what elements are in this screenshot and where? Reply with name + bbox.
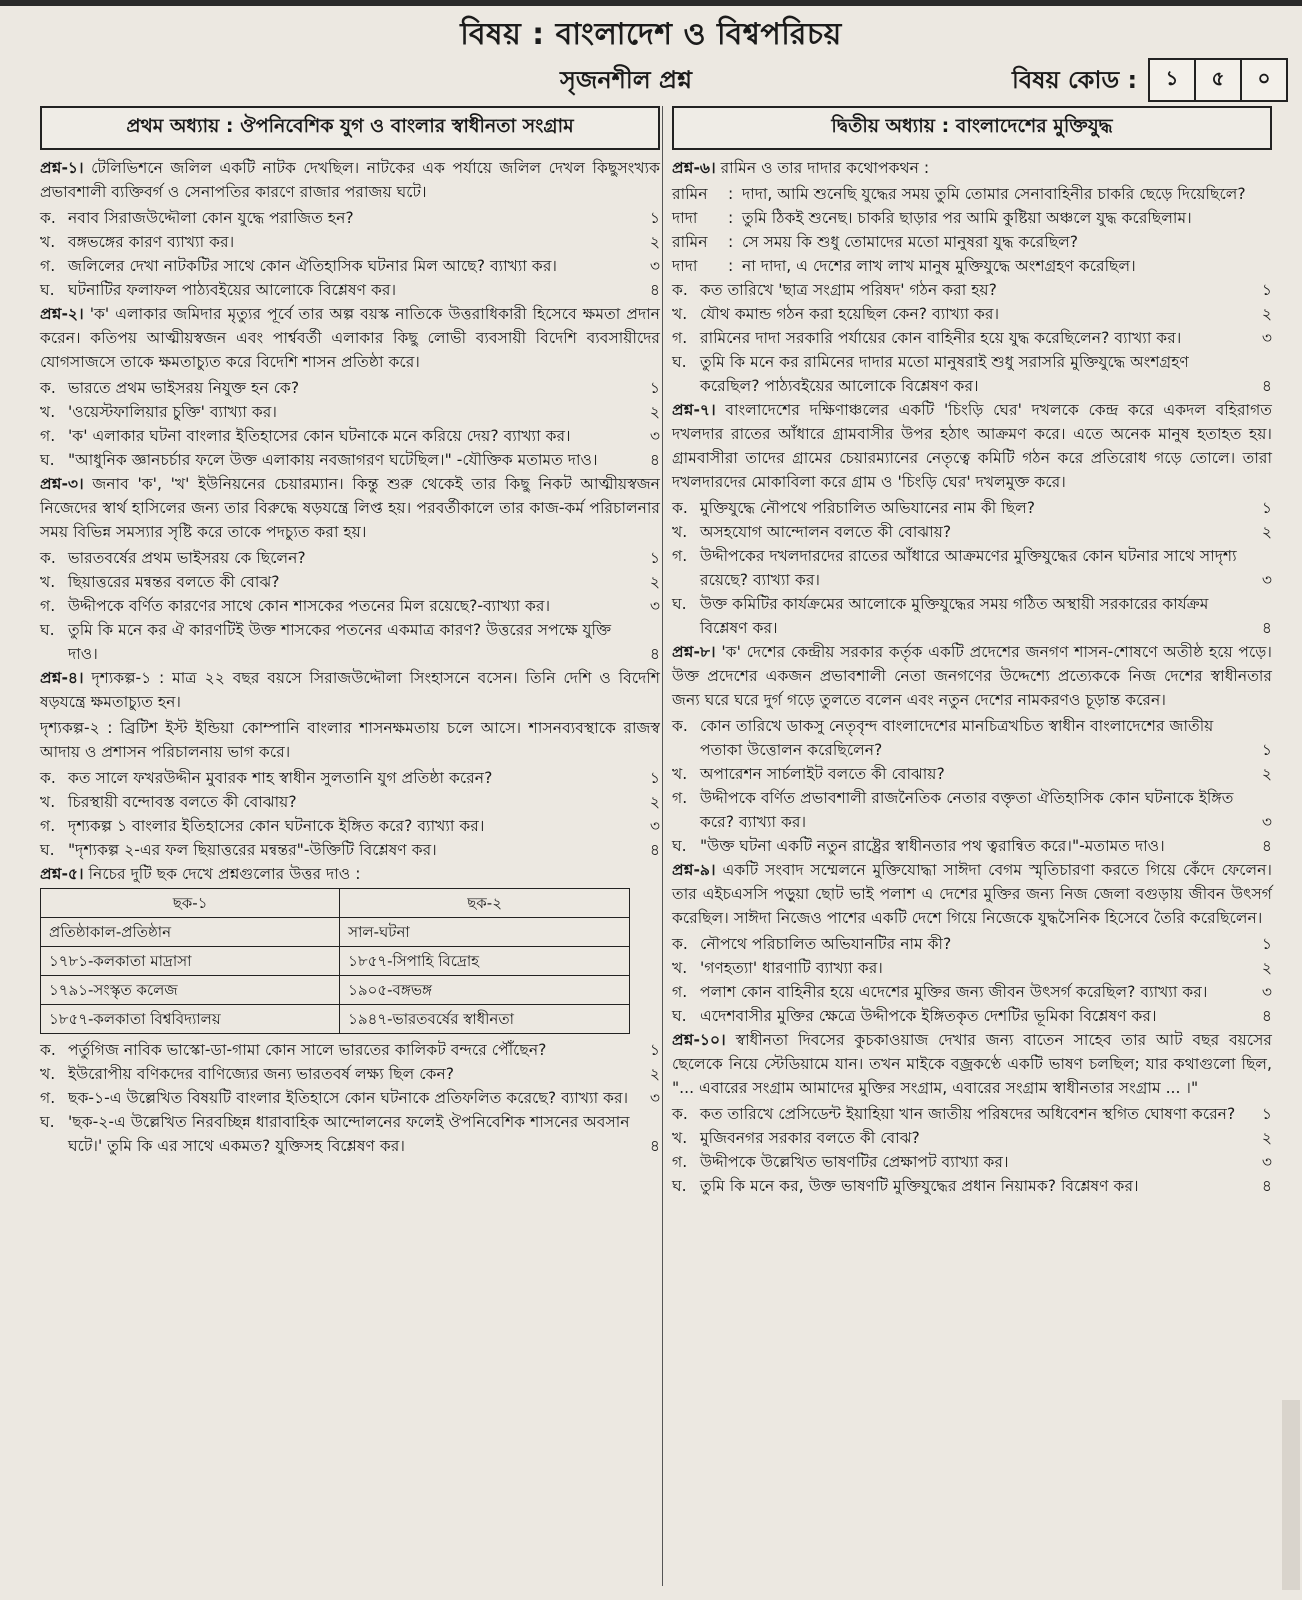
mark: ৩	[1261, 1153, 1272, 1171]
question-stem: একটি সংবাদ সম্মেলনে মুক্তিযোদ্ধা সাঈদা বেগম স্মৃতিচারণা করতে গিয়ে কেঁদে ফেলেন। তার এইচএসসি পড়ুয়া ছোট ভাই পলাশ এ দেশের মুক্তির জন্য নিজ জেলা বগুড়ায় জীবন উৎসর্গ করেছিল। সাঈদা নিজেও পাশের একটি দেশে গিয়ে নিজেকে যুদ্ধসৈনিক হিসেবে তৈরি করেছিলেন।	[672, 861, 1272, 927]
sub-question: ঘ. "দৃশ্যকল্প ২-এর ফল ছিয়াত্তরের মন্বন্তর"-উক্তিটি বিশ্লেষণ কর। ৪	[40, 838, 660, 862]
question-number: প্রশ্ন-১০।	[672, 1031, 726, 1049]
question-stem: জনাব 'ক', 'খ' ইউনিয়নের চেয়ারম্যান। কিন্তু শুরু থেকেই তার কিছু নিকট আত্মীয়স্বজন নিজেদের স্বার্থ হাসিলের জন্য তার বিরুদ্ধে ষড়যন্ত্রে লিপ্ত হয়। পরবর্তীকালে তার কাজ-কর্ম পরিচালনার সময় বিভিন্ন সমস্যার সৃষ্টি করে তাকে পদচ্যুত করা হয়।	[40, 475, 660, 541]
sub-question: ক. ভারতবর্ষের প্রথম ভাইসরয় কে ছিলেন? ১	[40, 546, 660, 570]
page-subtitle: সৃজনশীল প্রশ্ন	[560, 66, 692, 94]
dialogue-line: দাদা : তুমি ঠিকই শুনেছ। চাকরি ছাড়ার পর আমি কুষ্টিয়া অঞ্চলে যুদ্ধ করেছিলাম।	[672, 209, 1192, 227]
sub-question: গ. রামিনের দাদা সরকারি পর্যায়ের কোন বাহিনীর হয়ে যুদ্ধ করেছিলেন? ব্যাখ্যা কর। ৩	[672, 326, 1272, 350]
mark: ২	[1261, 959, 1272, 977]
sub-question: খ. 'ওয়েস্টফালিয়ার চুক্তি' ব্যাখ্যা কর। ২	[40, 400, 660, 424]
question-4	[40, 666, 660, 862]
mark: ১	[1261, 499, 1272, 517]
question-3	[40, 472, 660, 666]
table-header: ছক-১	[41, 889, 340, 918]
question-stem: দৃশ্যকল্প-১ : মাত্র ২২ বছর বয়সে সিরাজউদ্দৌলা সিংহাসনে বসেন। তিনি দেশি ও বিদেশি ষড়যন্ত্রে ক্ষমতাচ্যুত হন।	[40, 669, 660, 711]
mark: ১	[1261, 1105, 1272, 1123]
table-row	[41, 918, 630, 947]
sub-question: গ. দৃশ্যকল্প ১ বাংলার ইতিহাসের কোন ঘটনাকে ইঙ্গিত করে? ব্যাখ্যা কর। ৩	[40, 814, 660, 838]
sub-question: গ. উদ্দীপকে বর্ণিত কারণের সাথে কোন শাসকের পতনের মিল রয়েছে?-ব্যাখ্যা কর। ৩	[40, 594, 660, 618]
code-digit: ৫	[1194, 58, 1242, 102]
sub-question: গ. পলাশ কোন বাহিনীর হয়ে এদেশের মুক্তির জন্য জীবন উৎসর্গ করেছিল? ব্যাখ্যা কর। ৩	[672, 980, 1272, 1004]
question-number: প্রশ্ন-৩।	[40, 475, 84, 493]
column-divider	[662, 106, 663, 1586]
sub-question: খ. অসহযোগ আন্দোলন বলতে কী বোঝায়? ২	[672, 520, 1272, 544]
sub-question: ঘ. তুমি কি মনে কর, উক্ত ভাষণটি মুক্তিযুদ্ধের প্রধান নিয়ামক? বিশ্লেষণ কর। ৪	[672, 1174, 1272, 1198]
mark: ২	[1261, 305, 1272, 323]
chart-table	[40, 888, 630, 1034]
mark: ২	[1261, 1129, 1272, 1147]
mark: ১	[649, 549, 660, 567]
page-title: বিষয় : বাংলাদেশ ও বিশ্বপরিচয়	[460, 17, 842, 52]
sub-question: খ. ছিয়াত্তরের মন্বন্তর বলতে কী বোঝ? ২	[40, 570, 660, 594]
question-number: প্রশ্ন-৫।	[40, 865, 84, 883]
question-stem: 'ক' দেশের কেন্দ্রীয় সরকার কর্তৃক একটি প্রদেশের জনগণ শাসন-শোষণে অতীষ্ঠ হয়ে পড়ে। উক্ত প্রদেশের একজন প্রভাবশালী নেতা জনগণের উদ্দেশ্যে প্রত্যেককে নিজ দেশের স্বাধীনতার জন্য ঘরে ঘরে দুর্গ গড়ে তুলতে বলেন এবং নতুন দেশের নামকরণও চূড়ান্ত করেন।	[672, 643, 1272, 709]
sub-question: ঘ. "আধুনিক জ্ঞানচর্চার ফলে উক্ত এলাকায় নবজাগরণ ঘটেছিল।" -যৌক্তিক মতামত দাও। ৪	[40, 448, 660, 472]
question-number: প্রশ্ন-৬।	[672, 159, 716, 177]
mark: ৩	[649, 257, 660, 275]
sub-question: ঘ. তুমি কি মনে কর রামিনের দাদার মতো মানুষরাই শুধু সরাসরি মুক্তিযুদ্ধে অংশগ্রহণ করেছিল? পাঠ্যবইয়ের আলোকে বিশ্লেষণ কর। ৪	[672, 350, 1272, 398]
sub-question: খ. যৌথ কমান্ড গঠন করা হয়েছিল কেন? ব্যাখ্যা কর। ২	[672, 302, 1272, 326]
left-column	[40, 106, 660, 1158]
sub-question: ক. মুক্তিযুদ্ধে নৌপথে পরিচালিত অভিযানের নাম কী ছিল? ১	[672, 496, 1272, 520]
mark: ২	[649, 793, 660, 811]
sub-question: ক. কোন তারিখে ডাকসু নেতৃবৃন্দ বাংলাদেশের মানচিত্রখচিত স্বাধীন বাংলাদেশের জাতীয় পতাকা উত্তোলন করেছিলেন? ১	[672, 714, 1272, 762]
table-cell: প্রতিষ্ঠাকাল-প্রতিষ্ঠান	[41, 918, 340, 947]
mark: ১	[649, 1041, 660, 1059]
table-cell: ১৯০৫-বঙ্গভঙ্গ	[340, 976, 630, 1005]
mark: ৪	[1261, 837, 1272, 855]
question-5	[40, 862, 660, 1158]
table-row	[41, 947, 630, 976]
question-8	[672, 640, 1272, 858]
sub-question: খ. অপারেশন সার্চলাইট বলতে কী বোঝায়? ২	[672, 762, 1272, 786]
mark: ৪	[1261, 619, 1272, 637]
mark: ৩	[1261, 571, 1272, 589]
dialogue-line: দাদা : না দাদা, এ দেশের লাখ লাখ মানুষ মুক্তিযুদ্ধে অংশগ্রহণ করেছিল।	[672, 257, 1136, 275]
mark: ৪	[649, 645, 660, 663]
sub-question: ক. কত সালে ফখরউদ্দীন মুবারক শাহ স্বাধীন সুলতানি যুগ প্রতিষ্ঠা করেন? ১	[40, 766, 660, 790]
question-6	[672, 156, 1272, 398]
mark: ২	[649, 233, 660, 251]
subject-code-label: বিষয় কোড :	[1012, 66, 1138, 94]
question-stem: টেলিভিশনে জলিল একটি নাটক দেখছিল। নাটকের এক পর্যায়ে জলিল দেখল কিছুসংখ্যক প্রভাবশালী ব্যক্তিবর্গ ও সেনাপতির কারণে রাজার পরাজয় ঘটে।	[40, 159, 660, 201]
code-digit: ১	[1148, 58, 1196, 102]
table-cell: ১৯৪৭-ভারতবর্ষের স্বাধীনতা	[340, 1005, 630, 1034]
mark: ১	[649, 379, 660, 397]
mark: ২	[649, 403, 660, 421]
question-stem: দৃশ্যকল্প-২ : ব্রিটিশ ইস্ট ইন্ডিয়া কোম্পানি বাংলার শাসনক্ষমতায় চলে আসে। শাসনব্যবস্থাকে রাজস্ব আদায় ও প্রশাসন পরিচালনায় ভাগ করে।	[40, 719, 660, 761]
sub-question: গ. উদ্দীপকে উল্লেখিত ভাষণটির প্রেক্ষাপট ব্যাখ্যা কর। ৩	[672, 1150, 1272, 1174]
mark: ৩	[649, 427, 660, 445]
mark: ৪	[1261, 377, 1272, 395]
top-rule	[0, 0, 1302, 6]
mark: ৩	[1261, 813, 1272, 831]
question-number: প্রশ্ন-৯।	[672, 861, 716, 879]
question-2	[40, 302, 660, 472]
question-1	[40, 156, 660, 302]
question-7	[672, 398, 1272, 640]
sub-question: খ. ইউরোপীয় বণিকদের বাণিজ্যের জন্য ভারতবর্ষ লক্ষ্য ছিল কেন? ২	[40, 1062, 660, 1086]
question-stem: রামিন ও তার দাদার কথোপকথন :	[720, 159, 930, 177]
sub-question: গ. ছক-১-এ উল্লেখিত বিষয়টি বাংলার ইতিহাসে কোন ঘটনাকে প্রতিফলিত করেছে? ব্যাখ্যা কর। ৩	[40, 1086, 660, 1110]
question-10	[672, 1028, 1272, 1198]
mark: ১	[1261, 935, 1272, 953]
mark: ২	[1261, 523, 1272, 541]
mark: ৩	[649, 1089, 660, 1107]
mark: ৩	[649, 597, 660, 615]
page-edge-strip	[1282, 1400, 1300, 1590]
sub-question: ঘ. ঘটনাটির ফলাফল পাঠ্যবইয়ের আলোকে বিশ্লেষণ কর। ৪	[40, 278, 660, 302]
sub-question: ঘ. তুমি কি মনে কর ঐ কারণটিই উক্ত শাসকের পতনের একমাত্র কারণ? উত্তরের সপক্ষে যুক্তি দাও। ৪	[40, 618, 660, 666]
table-row	[41, 1005, 630, 1034]
mark: ৩	[649, 817, 660, 835]
mark: ১	[1261, 741, 1272, 759]
sub-question: ঘ. উক্ত কমিটির কার্যক্রমের আলোকে মুক্তিযুদ্ধের সময় গঠিত অস্থায়ী সরকারের কার্যক্রম বিশ্লেষণ কর। ৪	[672, 592, 1272, 640]
mark: ৪	[1261, 1007, 1272, 1025]
sub-question: খ. 'গণহত্যা' ধারণাটি ব্যাখ্যা কর। ২	[672, 956, 1272, 980]
mark: ৪	[649, 451, 660, 469]
sub-question: খ. মুজিবনগর সরকার বলতে কী বোঝ? ২	[672, 1126, 1272, 1150]
question-number: প্রশ্ন-৮।	[672, 643, 716, 661]
mark: ৪	[649, 841, 660, 859]
question-number: প্রশ্ন-৭।	[672, 401, 716, 419]
question-9	[672, 858, 1272, 1028]
chapter-heading: দ্বিতীয় অধ্যায় : বাংলাদেশের মুক্তিযুদ্ধ	[672, 106, 1272, 150]
mark: ৪	[649, 281, 660, 299]
code-digit: ০	[1240, 58, 1288, 102]
mark: ২	[1261, 765, 1272, 783]
question-stem: স্বাধীনতা দিবসের কুচকাওয়াজ দেখার জন্য বাতেন সাহেব তার আট বছর বয়সের ছেলেকে নিয়ে স্টেডিয়ামে যান। তখন মাইকে বজ্রকণ্ঠে একটি ভাষণ চলছিল; যার কথাগুলো ছিল, "... এবারের সংগ্রাম আমাদের মুক্তির সংগ্রাম, এবারের সংগ্রাম স্বাধীনতার সংগ্রাম ... ।"	[672, 1031, 1272, 1097]
table-row	[41, 976, 630, 1005]
subject-code-boxes	[1150, 58, 1288, 102]
mark: ৩	[1261, 983, 1272, 1001]
table-cell: ১৮৫৭-কলকাতা বিশ্ববিদ্যালয়	[41, 1005, 340, 1034]
sub-question: গ. উদ্দীপকে বর্ণিত প্রভাবশালী রাজনৈতিক নেতার বক্তৃতা ঐতিহাসিক কোন ঘটনাকে ইঙ্গিত করে? ব্যাখ্যা কর। ৩	[672, 786, 1272, 834]
sub-question: ঘ. 'ছক-২-এ উল্লেখিত নিরবচ্ছিন্ন ধারাবাহিক আন্দোলনের ফলেই ঔপনিবেশিক শাসনের অবসান ঘটে।' তুমি কি এর সাথে একমত? যুক্তিসহ বিশ্লেষণ কর। ৪	[40, 1110, 660, 1158]
sub-question: ক. ভারতে প্রথম ভাইসরয় নিযুক্ত হন কে? ১	[40, 376, 660, 400]
mark: ১	[649, 209, 660, 227]
table-cell: সাল-ঘটনা	[340, 918, 630, 947]
table-cell: ১৭৯১-সংস্কৃত কলেজ	[41, 976, 340, 1005]
mark: ৪	[649, 1137, 660, 1155]
question-number: প্রশ্ন-৪।	[40, 669, 84, 687]
table-header: ছক-২	[340, 889, 630, 918]
question-number: প্রশ্ন-২।	[40, 305, 84, 323]
table-cell: ১৭৮১-কলকাতা মাদ্রাসা	[41, 947, 340, 976]
mark: ৪	[1261, 1177, 1272, 1195]
table-header-row	[41, 889, 630, 918]
sub-question: ক. নবাব সিরাজউদ্দৌলা কোন যুদ্ধে পরাজিত হন? ১	[40, 206, 660, 230]
mark: ২	[649, 573, 660, 591]
chapter-heading: প্রথম অধ্যায় : ঔপনিবেশিক যুগ ও বাংলার স্বাধীনতা সংগ্রাম	[40, 106, 660, 150]
sub-question: ক. পর্তুগিজ নাবিক ভাস্কো-ডা-গামা কোন সালে ভারতের কালিকট বন্দরে পৌঁছেন? ১	[40, 1038, 660, 1062]
sub-question: খ. বঙ্গভঙ্গের কারণ ব্যাখ্যা কর। ২	[40, 230, 660, 254]
right-column	[672, 106, 1272, 1198]
table-cell: ১৮৫৭-সিপাহি বিদ্রোহ	[340, 947, 630, 976]
sub-question: গ. জলিলের দেখা নাটকটির সাথে কোন ঐতিহাসিক ঘটনার মিল আছে? ব্যাখ্যা কর। ৩	[40, 254, 660, 278]
sub-question: ঘ. এদেশবাসীর মুক্তির ক্ষেত্রে উদ্দীপকে ইঙ্গিতকৃত দেশটির ভূমিকা বিশ্লেষণ কর। ৪	[672, 1004, 1272, 1028]
question-stem: নিচের দুটি ছক দেখে প্রশ্নগুলোর উত্তর দাও :	[88, 865, 361, 883]
sub-question: ক. কত তারিখে প্রেসিডেন্ট ইয়াহিয়া খান জাতীয় পরিষদের অধিবেশন স্থগিত ঘোষণা করেন? ১	[672, 1102, 1272, 1126]
mark: ১	[1261, 281, 1272, 299]
mark: ১	[649, 769, 660, 787]
sub-question: গ. উদ্দীপকের দখলদারদের রাতের আঁধারে আক্রমণের মুক্তিযুদ্ধের কোন ঘটনার সাথে সাদৃশ্য রয়েছে? ব্যাখ্যা কর। ৩	[672, 544, 1272, 592]
sub-question: গ. 'ক' এলাকার ঘটনা বাংলার ইতিহাসের কোন ঘটনাকে মনে করিয়ে দেয়? ব্যাখ্যা কর। ৩	[40, 424, 660, 448]
sub-question: ক. নৌপথে পরিচালিত অভিযানটির নাম কী? ১	[672, 932, 1272, 956]
dialogue-line: রামিন : সে সময় কি শুধু তোমাদের মতো মানুষরা যুদ্ধ করেছিল?	[672, 233, 1079, 251]
question-stem: বাংলাদেশের দক্ষিণাঞ্চলের একটি 'চিংড়ি ঘের' দখলকে কেন্দ্র করে একদল বহিরাগত দখলদার রাতের আঁধারে গ্রামবাসীর উপর হঠাৎ আক্রমণ করে। এতে অনেক মানুষ হতাহত হয়। গ্রামবাসীরা তাদের গ্রামের চেয়ারম্যানের নেতৃত্বে কমিটি গঠন করে প্রতিরোধ গড়ে তোলে। তারা দখলদারদের মোকাবিলা করে গ্রাম ও 'চিংড়ি ঘের' দখলমুক্ত করে।	[672, 401, 1272, 491]
sub-question: ঘ. "উক্ত ঘটনা একটি নতুন রাষ্ট্রের স্বাধীনতার পথ ত্বরান্বিত করে।"-মতামত দাও। ৪	[672, 834, 1272, 858]
mark: ৩	[1261, 329, 1272, 347]
sub-question: খ. চিরস্থায়ী বন্দোবস্ত বলতে কী বোঝায়? ২	[40, 790, 660, 814]
sub-question: ক. কত তারিখে 'ছাত্র সংগ্রাম পরিষদ' গঠন করা হয়? ১	[672, 278, 1272, 302]
dialogue-line: রামিন : দাদা, আমি শুনেছি যুদ্ধের সময় তুমি তোমার সেনাবাহিনীর চাকরি ছেড়ে দিয়েছিলে?	[672, 185, 1246, 203]
question-number: প্রশ্ন-১।	[40, 159, 84, 177]
mark: ২	[649, 1065, 660, 1083]
question-stem: 'ক' এলাকার জমিদার মৃত্যুর পূর্বে তার অল্প বয়স্ক নাতিকে উত্তরাধিকারী হিসেবে ক্ষমতা প্রদান করেন। কতিপয় আত্মীয়স্বজন এবং পার্শ্ববর্তী এলাকার কিছু লোভী ব্যবসায়ী বিদেশি ব্যবসায়ীদের যোগসাজসে তাকে ক্ষমতাচ্যুত করে বিদেশি শাসন প্রতিষ্ঠা করে।	[40, 305, 660, 371]
